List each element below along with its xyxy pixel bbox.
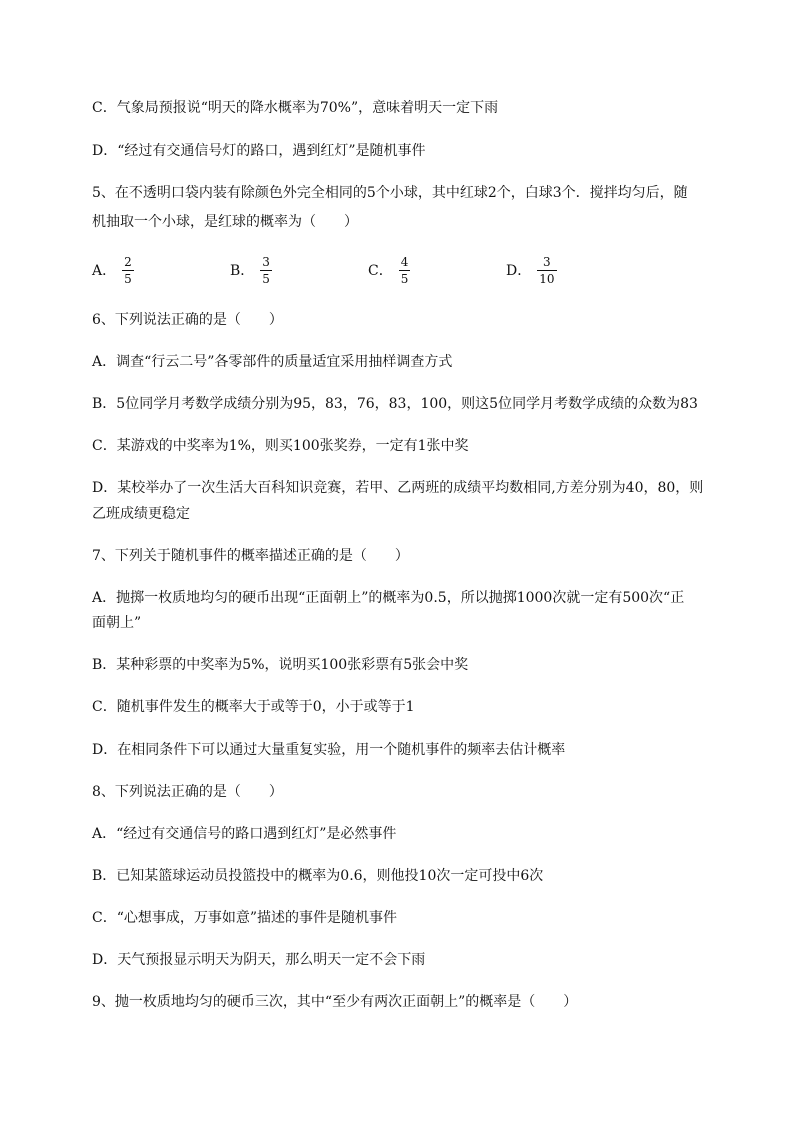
fraction-bar [399, 270, 411, 271]
q7-option-a-line2: 面朝上” [92, 615, 142, 631]
q6-option-c: C．某游戏的中奖率为1%，则买100张奖券，一定有1张中奖 [92, 438, 469, 454]
q6-option-d-line2: 乙班成绩更稳定 [92, 506, 190, 522]
numerator: 3 [262, 254, 270, 269]
fraction-bar [122, 270, 134, 271]
option-label: A． [92, 263, 117, 279]
q6-stem: 6、下列说法正确的是（ ） [92, 312, 283, 328]
denominator: 10 [539, 271, 555, 286]
option-label: D． [506, 263, 532, 279]
fraction-bar [260, 270, 272, 271]
q9-stem: 9、抛一枚质地均匀的硬币三次，其中“至少有两次正面朝上”的概率是（ ） [92, 994, 578, 1010]
q5-option-d [506, 252, 557, 288]
q7-option-b: B．某种彩票的中奖率为5%，说明买100张彩票有5张会中奖 [92, 657, 469, 673]
q7-option-a-line1: A．抛掷一枚质地均匀的硬币出现“正面朝上”的概率为0.5，所以抛掷1000次就一定有500次“正 [92, 590, 685, 606]
q7-option-c: C．随机事件发生的概率大于或等于0，小于或等于1 [92, 699, 415, 715]
option-label: B． [230, 263, 255, 279]
q7-stem: 7、下列关于随机事件的概率描述正确的是（ ） [92, 548, 409, 564]
fraction [399, 255, 411, 286]
q5-option-a [92, 252, 134, 288]
q4-option-d: D．“经过有交通信号灯的路口，遇到红灯”是随机事件 [92, 143, 426, 159]
q7-option-d: D．在相同条件下可以通过大量重复实验，用一个随机事件的频率去估计概率 [92, 742, 566, 758]
fraction-bar [537, 270, 556, 271]
q8-option-a: A．“经过有交通信号的路口遇到红灯”是必然事件 [92, 826, 397, 842]
q8-option-d: D．天气预报显示明天为阴天，那么明天一定不会下雨 [92, 952, 426, 968]
numerator: 3 [543, 254, 551, 269]
q6-option-d-line1: D．某校举办了一次生活大百科知识竞赛，若甲、乙两班的成绩平均数相同,方差分别为40，80，则 [92, 480, 704, 496]
q6-option-a: A．调查“行云二号”各零部件的质量适宜采用抽样调查方式 [92, 354, 453, 370]
q5-option-b [230, 252, 272, 288]
denominator: 5 [262, 271, 270, 286]
q5-stem-line2: 机抽取一个小球，是红球的概率为（ ） [92, 214, 358, 230]
fraction [122, 255, 134, 286]
numerator: 4 [400, 254, 409, 269]
q4-option-c: C．气象局预报说“明天的降水概率为70%”，意味着明天一定下雨 [92, 100, 499, 116]
q6-option-b: B．5位同学月考数学成绩分别为95，83，76，83，100，则这5位同学月考数学成绩的众数为83 [92, 396, 698, 412]
fraction [260, 255, 272, 286]
q5-stem-line1: 5、在不透明口袋内装有除颜色外完全相同的5个小球，其中红球2个，白球3个．搅拌均匀后，随 [92, 185, 688, 201]
option-label: C． [368, 263, 393, 279]
q8-option-b: B．已知某篮球运动员投篮投中的概率为0.6，则他投10次一定可投中6次 [92, 868, 544, 884]
denominator: 5 [124, 271, 132, 286]
fraction [537, 255, 556, 286]
q5-options [92, 252, 712, 288]
q8-stem: 8、下列说法正确的是（ ） [92, 784, 283, 800]
q5-option-c [368, 252, 410, 288]
q8-option-c: C．“心想事成，万事如意”描述的事件是随机事件 [92, 910, 398, 926]
denominator: 5 [400, 271, 409, 286]
numerator: 2 [124, 254, 132, 269]
